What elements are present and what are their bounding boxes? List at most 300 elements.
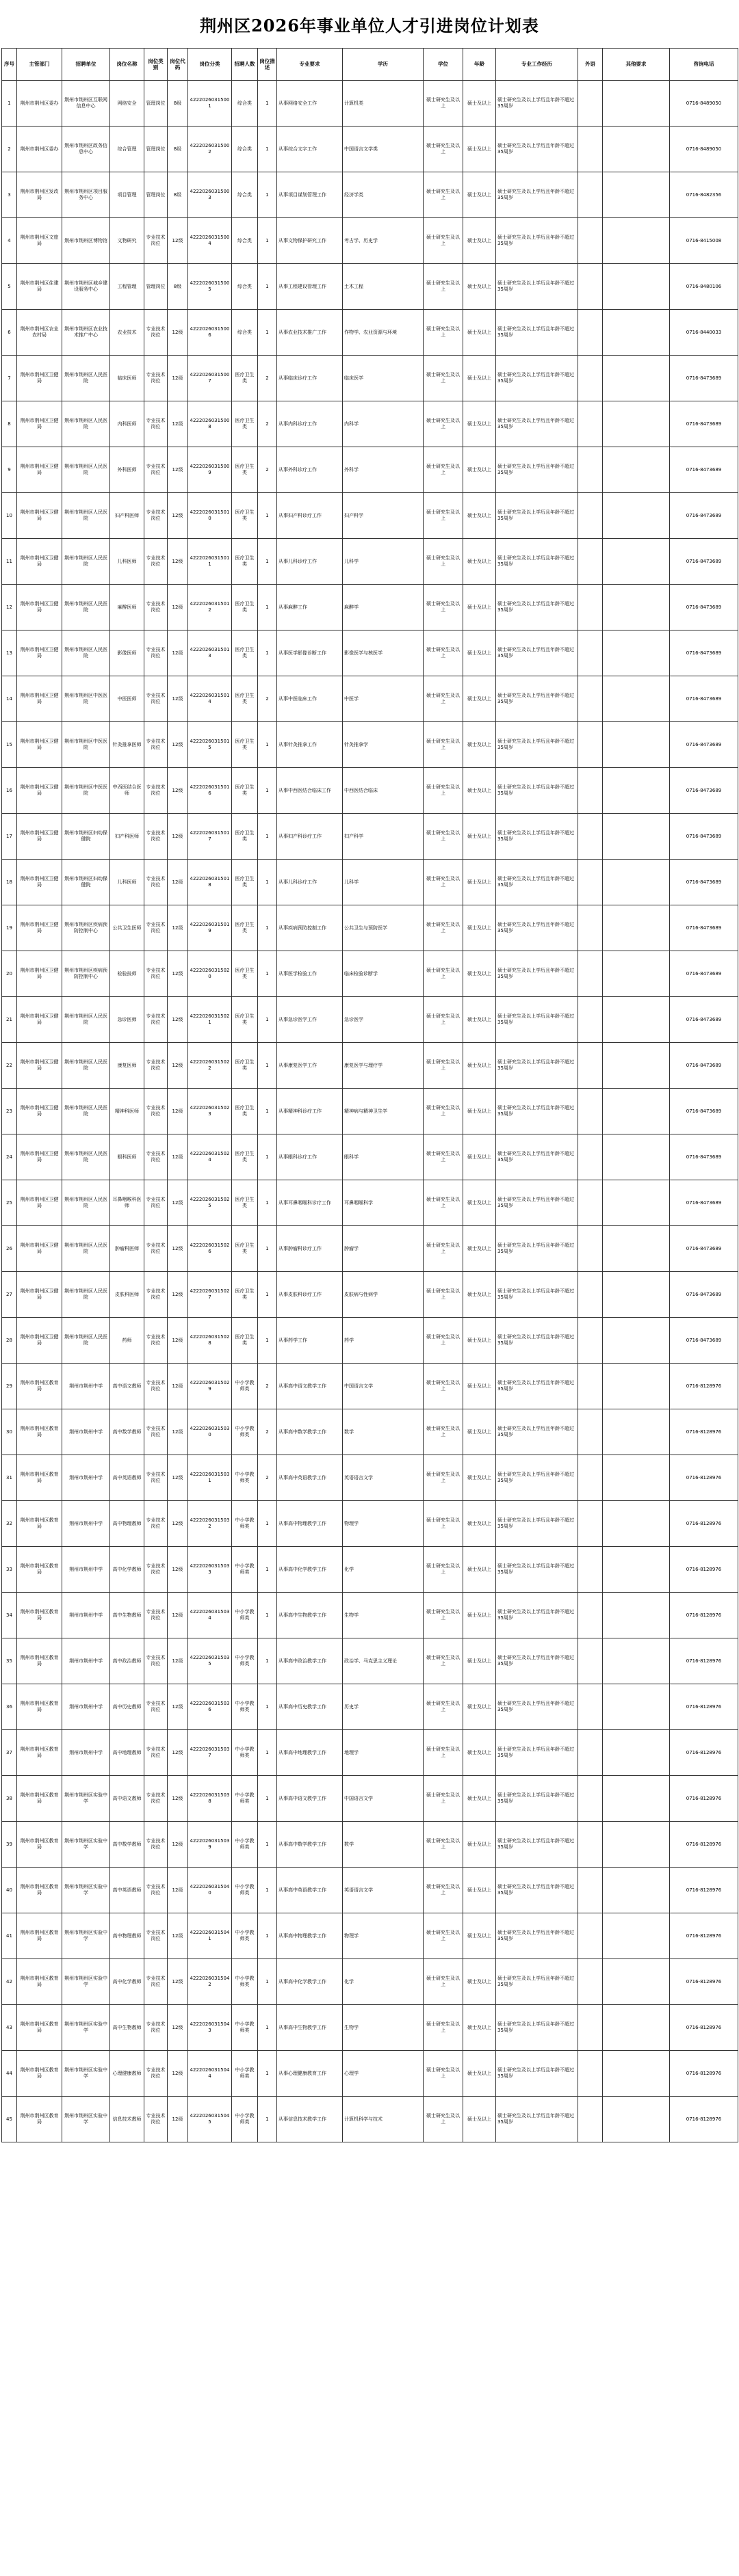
table-cell: 42220260315039: [188, 1822, 232, 1868]
table-cell: 儿科学: [343, 860, 424, 905]
table-cell: 42220260315043: [188, 2005, 232, 2051]
table-cell: 荆州市荆州区委办: [17, 81, 62, 127]
column-header: 咨询电话: [670, 49, 738, 81]
table-cell: 荆州市荆州区人民医院: [62, 539, 110, 585]
table-cell: 42220260315018: [188, 860, 232, 905]
table-cell: 医疗卫生类: [232, 356, 258, 401]
table-cell: [578, 722, 603, 768]
table-cell: [578, 997, 603, 1043]
table-row: [2, 1043, 738, 1089]
table-cell: 42220260315019: [188, 905, 232, 951]
table-cell: 荆州市荆州区疾病预防控制中心: [62, 951, 110, 997]
table-cell: [603, 1593, 670, 1638]
table-cell: 荆州市荆州区卫健局: [17, 676, 62, 722]
table-cell: 中小学教师类: [232, 1959, 258, 2005]
table-cell: 0716-8473689: [670, 860, 738, 905]
table-cell: 医疗卫生类: [232, 1134, 258, 1180]
table-cell: 1: [258, 1684, 277, 1730]
table-cell: 荆州市荆州区城乡建设服务中心: [62, 264, 110, 310]
table-cell: 42220260315006: [188, 310, 232, 356]
table-cell: [578, 447, 603, 493]
table-cell: 康复医学与理疗学: [343, 1043, 424, 1089]
table-cell: [578, 630, 603, 676]
table-cell: 12级: [168, 676, 188, 722]
table-cell: [603, 2097, 670, 2142]
table-cell: [578, 905, 603, 951]
table-cell: 硕士研究生及以上: [424, 905, 463, 951]
table-cell: 0716-8473689: [670, 1089, 738, 1134]
table-cell: 肿瘤科医师: [110, 1226, 144, 1272]
table-cell: 硕士及以上: [463, 676, 496, 722]
table-cell: 公共卫生与预防医学: [343, 905, 424, 951]
table-cell: 中小学教师类: [232, 1868, 258, 1913]
table-cell: 医疗卫生类: [232, 1318, 258, 1364]
table-cell: 硕士研究生及以上: [424, 1134, 463, 1180]
table-cell: 医疗卫生类: [232, 1089, 258, 1134]
table-cell: [603, 1638, 670, 1684]
table-cell: 麻醉学: [343, 585, 424, 630]
table-cell: 硕士及以上: [463, 1226, 496, 1272]
table-cell: 42220260315015: [188, 722, 232, 768]
table-cell: 12级: [168, 585, 188, 630]
table-cell: [603, 1868, 670, 1913]
table-cell: 高中政治教师: [110, 1638, 144, 1684]
table-cell: 中小学教师类: [232, 1684, 258, 1730]
table-cell: 荆州市荆州区农业农村局: [17, 310, 62, 356]
table-cell: 硕士研究生及以上学历且年龄不超过35周岁: [496, 630, 578, 676]
table-cell: 荆州市荆州区卫健局: [17, 1089, 62, 1134]
table-cell: 综合类: [232, 81, 258, 127]
table-cell: 考古学、历史学: [343, 218, 424, 264]
table-cell: [578, 218, 603, 264]
table-cell: 荆州市荆州区人民医院: [62, 493, 110, 539]
table-cell: 1: [258, 1272, 277, 1318]
table-cell: 专业技术岗位: [144, 1318, 168, 1364]
table-cell: 硕士及以上: [463, 951, 496, 997]
table-cell: 1: [258, 81, 277, 127]
table-cell: 硕士及以上: [463, 493, 496, 539]
table-cell: [603, 172, 670, 218]
table-cell: 专业技术岗位: [144, 356, 168, 401]
table-cell: 硕士研究生及以上学历且年龄不超过35周岁: [496, 1226, 578, 1272]
table-cell: 从事高中英语教学工作: [277, 1868, 343, 1913]
table-cell: 硕士研究生及以上: [424, 81, 463, 127]
table-cell: 荆州市荆州中学: [62, 1547, 110, 1593]
table-cell: 硕士及以上: [463, 722, 496, 768]
table-cell: [578, 2005, 603, 2051]
table-cell: 42220260315013: [188, 630, 232, 676]
table-cell: 硕士研究生及以上学历且年龄不超过35周岁: [496, 1501, 578, 1547]
table-cell: 12级: [168, 1868, 188, 1913]
table-cell: 8: [2, 401, 17, 447]
table-cell: 硕士研究生及以上: [424, 1959, 463, 2005]
table-cell: [578, 1226, 603, 1272]
table-cell: 专业技术岗位: [144, 905, 168, 951]
table-cell: 0716-8480106: [670, 264, 738, 310]
table-cell: [603, 2051, 670, 2097]
table-cell: 急诊医师: [110, 997, 144, 1043]
table-cell: 硕士及以上: [463, 127, 496, 172]
table-cell: 42220260315001: [188, 81, 232, 127]
table-cell: 项目管理: [110, 172, 144, 218]
table-cell: 0716-8473689: [670, 1180, 738, 1226]
table-cell: 12级: [168, 1776, 188, 1822]
table-cell: [578, 676, 603, 722]
table-cell: 专业技术岗位: [144, 585, 168, 630]
table-cell: [603, 310, 670, 356]
table-cell: 急诊医学: [343, 997, 424, 1043]
table-cell: 12级: [168, 1364, 188, 1409]
table-cell: 硕士及以上: [463, 264, 496, 310]
table-cell: 1: [258, 630, 277, 676]
table-cell: [603, 860, 670, 905]
table-cell: 硕士研究生及以上学历且年龄不超过35周岁: [496, 1180, 578, 1226]
table-cell: 8级: [168, 172, 188, 218]
table-cell: [578, 1089, 603, 1134]
table-cell: 荆州市荆州区人民医院: [62, 1318, 110, 1364]
table-cell: 硕士及以上: [463, 905, 496, 951]
table-cell: 硕士研究生及以上: [424, 630, 463, 676]
table-cell: [578, 1409, 603, 1455]
table-row: [2, 585, 738, 630]
table-row: [2, 81, 738, 127]
column-header: 招聘人数: [232, 49, 258, 81]
table-cell: 5: [2, 264, 17, 310]
table-cell: 硕士研究生及以上: [424, 1638, 463, 1684]
table-cell: 从事眼科诊疗工作: [277, 1134, 343, 1180]
table-cell: [578, 1959, 603, 2005]
table-row: [2, 2005, 738, 2051]
table-cell: 专业技术岗位: [144, 1776, 168, 1822]
table-cell: 0716-8473689: [670, 1226, 738, 1272]
table-cell: 13: [2, 630, 17, 676]
table-cell: 42220260315025: [188, 1180, 232, 1226]
table-cell: 硕士研究生及以上: [424, 172, 463, 218]
table-cell: [603, 127, 670, 172]
table-cell: 医疗卫生类: [232, 722, 258, 768]
table-cell: 0716-8473689: [670, 905, 738, 951]
table-cell: [603, 447, 670, 493]
table-cell: [578, 951, 603, 997]
table-cell: [603, 1822, 670, 1868]
table-cell: 荆州市荆州区中医医院: [62, 768, 110, 814]
table-cell: 专业技术岗位: [144, 2097, 168, 2142]
table-cell: 从事耳鼻咽喉科诊疗工作: [277, 1180, 343, 1226]
table-cell: 1: [258, 860, 277, 905]
table-cell: 硕士研究生及以上: [424, 860, 463, 905]
table-cell: 30: [2, 1409, 17, 1455]
table-cell: 42220260315041: [188, 1913, 232, 1959]
table-cell: 1: [258, 814, 277, 860]
table-cell: 荆州市荆州区人民医院: [62, 1134, 110, 1180]
table-cell: 外科医师: [110, 447, 144, 493]
table-cell: 12级: [168, 1638, 188, 1684]
table-row: [2, 1180, 738, 1226]
table-cell: 妇产科医师: [110, 814, 144, 860]
table-cell: 1: [258, 2097, 277, 2142]
table-cell: 19: [2, 905, 17, 951]
table-cell: [603, 1318, 670, 1364]
table-cell: 荆州市荆州区教育局: [17, 1868, 62, 1913]
table-cell: 硕士及以上: [463, 1913, 496, 1959]
table-cell: 从事高中语文教学工作: [277, 1364, 343, 1409]
table-row: [2, 310, 738, 356]
table-cell: 从事高中历史教学工作: [277, 1684, 343, 1730]
table-cell: 荆州市荆州区教育局: [17, 1547, 62, 1593]
table-cell: 硕士及以上: [463, 630, 496, 676]
table-cell: 1: [258, 951, 277, 997]
table-cell: 儿科学: [343, 539, 424, 585]
table-cell: 12级: [168, 447, 188, 493]
table-cell: [578, 1043, 603, 1089]
table-cell: 1: [258, 172, 277, 218]
table-cell: 专业技术岗位: [144, 1089, 168, 1134]
table-cell: 0716-8489050: [670, 127, 738, 172]
table-row: [2, 1776, 738, 1822]
table-cell: 专业技术岗位: [144, 1913, 168, 1959]
table-cell: 生物学: [343, 2005, 424, 2051]
table-cell: 妇产科学: [343, 814, 424, 860]
table-row: [2, 356, 738, 401]
table-cell: 0716-8473689: [670, 951, 738, 997]
table-cell: 0716-8473689: [670, 722, 738, 768]
table-cell: [603, 1913, 670, 1959]
table-cell: 专业技术岗位: [144, 676, 168, 722]
table-cell: 硕士及以上: [463, 1959, 496, 2005]
table-cell: 荆州市荆州区人民医院: [62, 1180, 110, 1226]
table-cell: 医疗卫生类: [232, 585, 258, 630]
table-cell: 荆州市荆州区卫健局: [17, 905, 62, 951]
table-cell: 硕士研究生及以上学历且年龄不超过35周岁: [496, 1043, 578, 1089]
table-cell: 26: [2, 1226, 17, 1272]
table-cell: 荆州市荆州区实验中学: [62, 1776, 110, 1822]
table-cell: [603, 493, 670, 539]
table-cell: 2: [2, 127, 17, 172]
table-cell: 荆州市荆州区人民医院: [62, 1272, 110, 1318]
table-cell: 硕士研究生及以上: [424, 1776, 463, 1822]
table-cell: 中小学教师类: [232, 2005, 258, 2051]
table-cell: 医疗卫生类: [232, 1272, 258, 1318]
table-cell: [603, 1776, 670, 1822]
table-cell: 硕士及以上: [463, 1868, 496, 1913]
table-cell: 34: [2, 1593, 17, 1638]
table-cell: 从事高中生物教学工作: [277, 2005, 343, 2051]
table-cell: 硕士及以上: [463, 2097, 496, 2142]
table-cell: [578, 1272, 603, 1318]
table-cell: 专业技术岗位: [144, 1364, 168, 1409]
table-cell: 硕士研究生及以上学历且年龄不超过35周岁: [496, 2097, 578, 2142]
table-cell: 硕士研究生及以上: [424, 1089, 463, 1134]
table-cell: 硕士研究生及以上: [424, 127, 463, 172]
table-cell: [603, 1134, 670, 1180]
table-cell: 硕士研究生及以上学历且年龄不超过35周岁: [496, 401, 578, 447]
table-cell: 1: [258, 1134, 277, 1180]
table-cell: 0716-8473689: [670, 539, 738, 585]
table-cell: 硕士研究生及以上: [424, 1913, 463, 1959]
table-cell: 42220260315021: [188, 997, 232, 1043]
table-cell: 专业技术岗位: [144, 493, 168, 539]
table-cell: 皮肤病与性病学: [343, 1272, 424, 1318]
table-row: [2, 1822, 738, 1868]
table-cell: 1: [258, 1180, 277, 1226]
table-cell: 12级: [168, 1409, 188, 1455]
table-cell: 专业技术岗位: [144, 997, 168, 1043]
table-cell: 高中物理教师: [110, 1501, 144, 1547]
table-cell: 12级: [168, 1547, 188, 1593]
table-cell: 康复医师: [110, 1043, 144, 1089]
table-cell: 从事急诊医学工作: [277, 997, 343, 1043]
table-cell: 硕士研究生及以上: [424, 493, 463, 539]
table-cell: 从事高中数学教学工作: [277, 1409, 343, 1455]
table-cell: 综合类: [232, 218, 258, 264]
table-cell: 耳鼻咽喉科学: [343, 1180, 424, 1226]
table-cell: [578, 1455, 603, 1501]
table-cell: 0716-8128976: [670, 1959, 738, 2005]
table-cell: 1: [258, 1913, 277, 1959]
table-cell: 政治学、马克思主义理论: [343, 1638, 424, 1684]
table-cell: 硕士研究生及以上学历且年龄不超过35周岁: [496, 264, 578, 310]
table-cell: 荆州市荆州区妇幼保健院: [62, 814, 110, 860]
table-cell: 1: [258, 1089, 277, 1134]
table-cell: 荆州市荆州区博物馆: [62, 218, 110, 264]
table-cell: 荆州市荆州区人民医院: [62, 401, 110, 447]
table-cell: 荆州市荆州中学: [62, 1501, 110, 1547]
table-cell: 专业技术岗位: [144, 1730, 168, 1776]
table-cell: 0716-8473689: [670, 1043, 738, 1089]
column-header: 专业要求: [277, 49, 343, 81]
table-cell: 14: [2, 676, 17, 722]
table-cell: 管理岗位: [144, 172, 168, 218]
table-cell: 荆州市荆州区卫健局: [17, 1134, 62, 1180]
table-cell: [578, 81, 603, 127]
table-cell: 硕士研究生及以上学历且年龄不超过35周岁: [496, 218, 578, 264]
table-cell: 医疗卫生类: [232, 1180, 258, 1226]
table-cell: 2: [258, 1364, 277, 1409]
table-cell: [603, 676, 670, 722]
table-cell: 1: [258, 310, 277, 356]
table-cell: 荆州市荆州区实验中学: [62, 1868, 110, 1913]
table-cell: [578, 1822, 603, 1868]
table-cell: [603, 356, 670, 401]
table-cell: 中国语言文学: [343, 1776, 424, 1822]
table-cell: 0716-8473689: [670, 1272, 738, 1318]
table-cell: 硕士及以上: [463, 218, 496, 264]
table-cell: 荆州市荆州区卫健局: [17, 401, 62, 447]
column-header: 其他要求: [603, 49, 670, 81]
table-cell: 荆州市荆州中学: [62, 1364, 110, 1409]
table-cell: 从事综合文字工作: [277, 127, 343, 172]
table-cell: 12级: [168, 2051, 188, 2097]
table-cell: 硕士研究生及以上学历且年龄不超过35周岁: [496, 447, 578, 493]
table-cell: 16: [2, 768, 17, 814]
table-cell: 经济学类: [343, 172, 424, 218]
table-cell: 硕士及以上: [463, 1730, 496, 1776]
table-cell: [578, 1776, 603, 1822]
table-cell: 硕士研究生及以上: [424, 2005, 463, 2051]
table-cell: 专业技术岗位: [144, 539, 168, 585]
table-row: [2, 860, 738, 905]
table-cell: 1: [258, 1868, 277, 1913]
table-cell: 荆州市荆州区人民医院: [62, 447, 110, 493]
table-row: [2, 722, 738, 768]
table-cell: 12级: [168, 1730, 188, 1776]
table-cell: 42220260315032: [188, 1501, 232, 1547]
table-cell: 硕士及以上: [463, 1684, 496, 1730]
table-cell: 中小学教师类: [232, 1409, 258, 1455]
table-body: [2, 81, 738, 2142]
table-cell: 硕士及以上: [463, 2005, 496, 2051]
table-cell: 1: [258, 1501, 277, 1547]
table-cell: 15: [2, 722, 17, 768]
table-cell: 硕士及以上: [463, 1547, 496, 1593]
table-cell: 硕士研究生及以上: [424, 1180, 463, 1226]
table-cell: 42220260315033: [188, 1547, 232, 1593]
table-row: [2, 1547, 738, 1593]
table-cell: 42220260315020: [188, 951, 232, 997]
table-cell: 27: [2, 1272, 17, 1318]
table-cell: 12级: [168, 997, 188, 1043]
table-cell: 专业技术岗位: [144, 722, 168, 768]
table-cell: 42220260315014: [188, 676, 232, 722]
table-cell: [578, 1868, 603, 1913]
table-cell: 12级: [168, 1089, 188, 1134]
table-cell: 硕士研究生及以上: [424, 1868, 463, 1913]
table-cell: 硕士研究生及以上学历且年龄不超过35周岁: [496, 310, 578, 356]
table-cell: 0716-8128976: [670, 1776, 738, 1822]
table-cell: 英语语言文学: [343, 1455, 424, 1501]
table-cell: [603, 1089, 670, 1134]
table-cell: 医疗卫生类: [232, 1226, 258, 1272]
table-cell: 42220260315036: [188, 1684, 232, 1730]
table-cell: 9: [2, 447, 17, 493]
table-cell: 12级: [168, 1501, 188, 1547]
table-cell: 专业技术岗位: [144, 310, 168, 356]
table-cell: [578, 1730, 603, 1776]
table-cell: 12级: [168, 1455, 188, 1501]
table-cell: 麻醉医师: [110, 585, 144, 630]
table-cell: 24: [2, 1134, 17, 1180]
table-cell: 从事皮肤科诊疗工作: [277, 1272, 343, 1318]
table-cell: 硕士研究生及以上: [424, 951, 463, 997]
table-cell: 荆州市荆州区中医医院: [62, 676, 110, 722]
table-cell: 0716-8128976: [670, 1913, 738, 1959]
table-cell: [603, 722, 670, 768]
table-cell: 11: [2, 539, 17, 585]
table-cell: 荆州市荆州区卫健局: [17, 997, 62, 1043]
table-cell: 42220260315029: [188, 1364, 232, 1409]
table-cell: [603, 1226, 670, 1272]
table-cell: 荆州市荆州中学: [62, 1684, 110, 1730]
table-cell: 硕士研究生及以上学历且年龄不超过35周岁: [496, 1364, 578, 1409]
table-cell: [603, 1043, 670, 1089]
table-cell: 12级: [168, 1684, 188, 1730]
table-cell: 硕士研究生及以上学历且年龄不超过35周岁: [496, 172, 578, 218]
table-cell: [578, 127, 603, 172]
table-cell: 42220260315009: [188, 447, 232, 493]
table-cell: 医疗卫生类: [232, 860, 258, 905]
table-cell: 专业技术岗位: [144, 1684, 168, 1730]
table-cell: 1: [258, 2051, 277, 2097]
table-cell: 硕士研究生及以上: [424, 1364, 463, 1409]
table-cell: 荆州市荆州区卫健局: [17, 1226, 62, 1272]
table-cell: 荆州市荆州区疾病预防控制中心: [62, 905, 110, 951]
table-cell: 高中语文教师: [110, 1776, 144, 1822]
table-cell: 硕士研究生及以上学历且年龄不超过35周岁: [496, 1822, 578, 1868]
table-cell: 硕士研究生及以上: [424, 1226, 463, 1272]
table-cell: 从事高中数学教学工作: [277, 1822, 343, 1868]
table-cell: 荆州市荆州区教育局: [17, 2051, 62, 2097]
table-cell: 从事项目谋划管理工作: [277, 172, 343, 218]
